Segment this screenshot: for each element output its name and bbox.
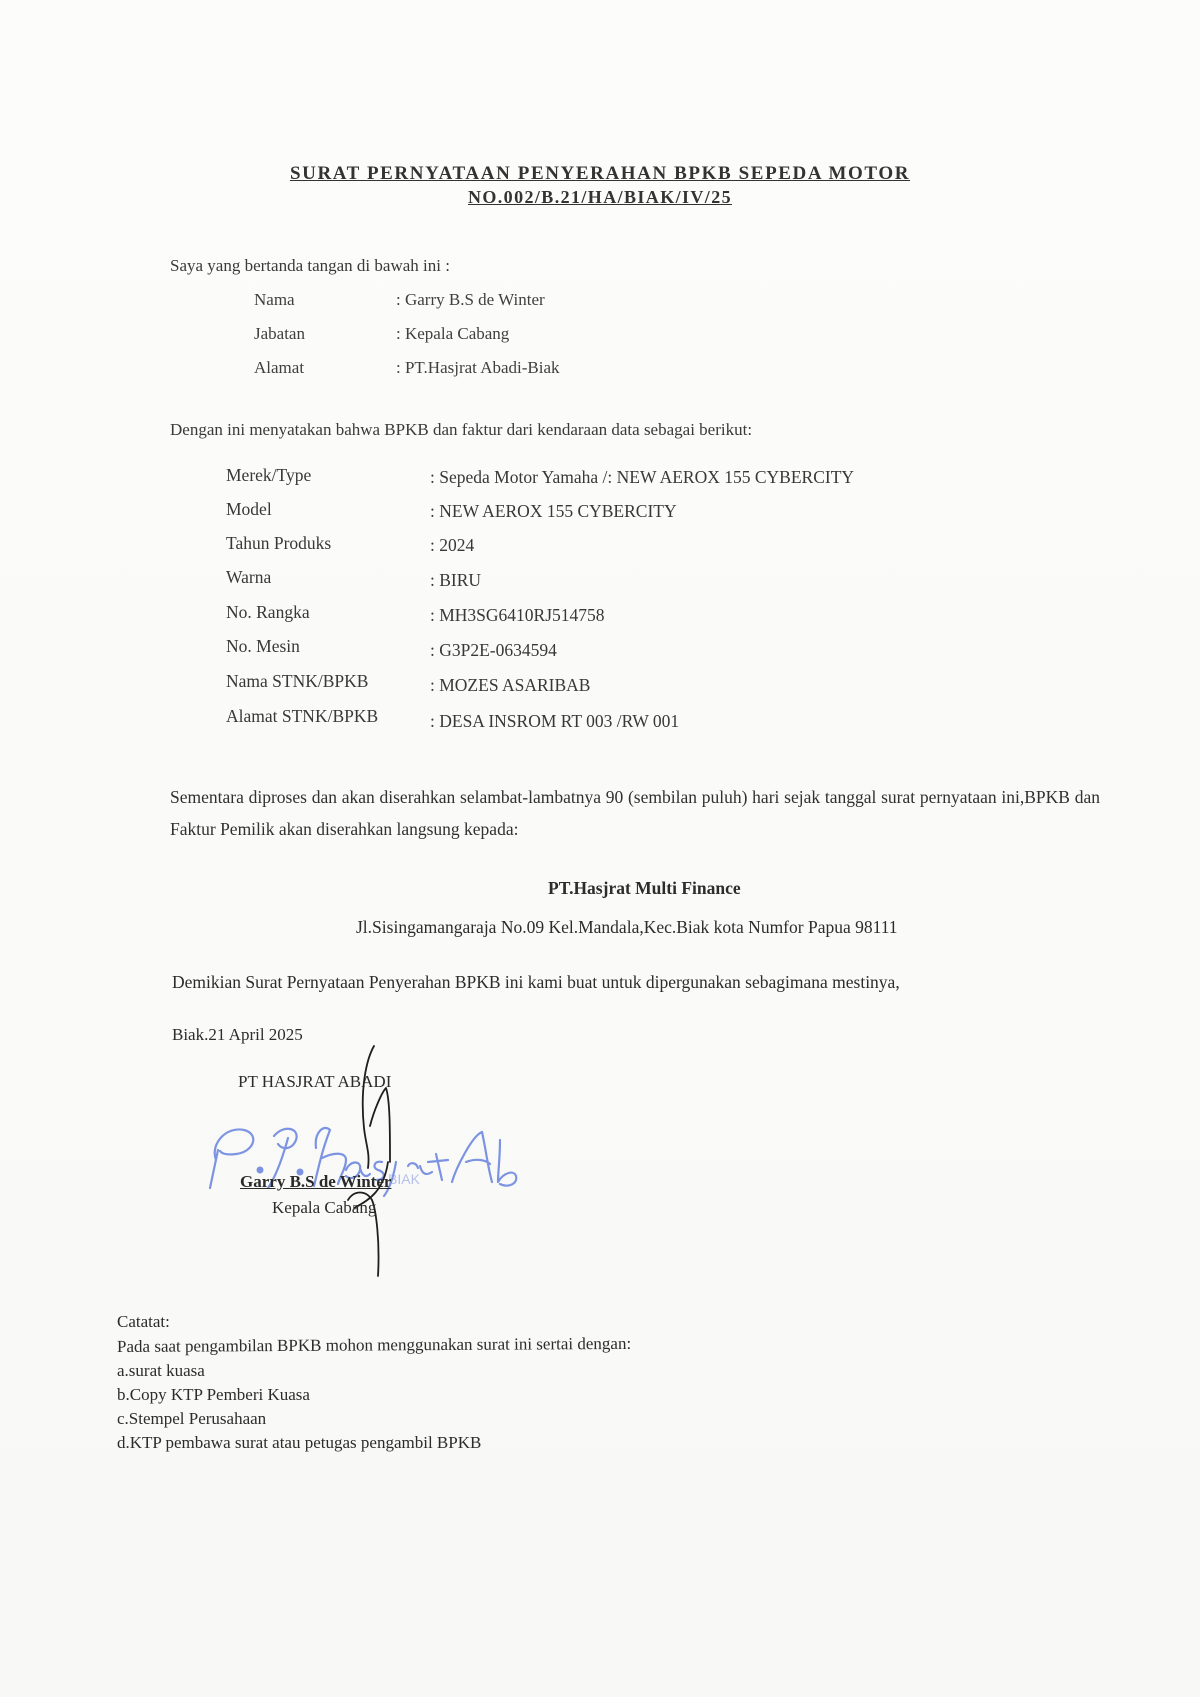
process-paragraph: Sementara diproses dan akan diserahkan selambat-lambatnya 90 (sembilan puluh) hari sejak tanggal surat pernyataan ini,BPKB dan Faktur Pemilik akan diserahkan langsung kepada: bbox=[170, 787, 1100, 839]
signer-address-label: Alamat bbox=[254, 358, 305, 377]
vehicle-color-value: : BIRU bbox=[430, 570, 482, 590]
notes-intro: Pada saat pengambilan BPKB mohon menggunakan surat ini sertai dengan: bbox=[116, 1333, 632, 1356]
signer-address-value: : PT.Hasjrat Abadi-Biak bbox=[396, 358, 560, 377]
vehicle-model-value: : NEW AEROX 155 CYBERCITY bbox=[430, 501, 677, 521]
vehicle-year-value: : 2024 bbox=[430, 535, 475, 555]
notes-item: b.Copy KTP Pemberi Kuasa bbox=[117, 1385, 310, 1404]
vehicle-color-label: Warna bbox=[226, 567, 272, 587]
recipient-name: PT.Hasjrat Multi Finance bbox=[548, 878, 741, 898]
vehicle-owner-label: Nama STNK/BPKB bbox=[226, 671, 369, 691]
signer-position-label: Jabatan bbox=[254, 324, 305, 343]
vehicle-year-label: Tahun Produks bbox=[226, 533, 332, 553]
vehicle-owner-address-value: : DESA INSROM RT 003 /RW 001 bbox=[430, 711, 680, 731]
handwritten-signature bbox=[330, 1040, 420, 1280]
vehicle-frame-value: : MH3SG6410RJ514758 bbox=[430, 605, 605, 625]
signer-name-label: Nama bbox=[254, 290, 295, 309]
signer-name-value: : Garry B.S de Winter bbox=[396, 290, 545, 309]
signer-name: Garry B.S de Winter bbox=[240, 1172, 392, 1191]
stamp-subtext: BIAK bbox=[388, 1171, 420, 1187]
vehicle-owner-address-label: Alamat STNK/BPKB bbox=[226, 706, 379, 726]
notes-heading: Catatat: bbox=[117, 1312, 170, 1331]
notes-item: d.KTP pembawa surat atau petugas pengambil BPKB bbox=[117, 1433, 482, 1452]
recipient-address: Jl.Sisingamangaraja No.09 Kel.Mandala,Kec.Biak kota Numfor Papua 98111 bbox=[356, 917, 898, 937]
notes-item: a.surat kuasa bbox=[117, 1361, 205, 1380]
letter-number: NO.002/B.21/HA/BIAK/IV/25 bbox=[467, 187, 733, 207]
vehicle-engine-value: : G3P2E-0634594 bbox=[430, 640, 557, 660]
vehicle-frame-label: No. Rangka bbox=[226, 602, 310, 622]
statement-text: Dengan ini menyatakan bahwa BPKB dan faktur dari kendaraan data sebagai berikut: bbox=[170, 420, 753, 439]
place-date: Biak.21 April 2025 bbox=[172, 1025, 303, 1044]
signature-company: PT HASJRAT ABADI bbox=[238, 1072, 392, 1091]
closing-text: Demikian Surat Pernyataan Penyerahan BPKB ini kami buat untuk dipergunakan sebagimana mestinya, bbox=[172, 972, 900, 992]
intro-text: Saya yang bertanda tangan di bawah ini : bbox=[170, 256, 450, 275]
vehicle-engine-label: No. Mesin bbox=[226, 636, 300, 656]
signer-position-value: : Kepala Cabang bbox=[396, 324, 510, 343]
signer-title: Kepala Cabang bbox=[272, 1198, 377, 1217]
letter-title: SURAT PERNYATAAN PENYERAHAN BPKB SEPEDA MOTOR bbox=[289, 163, 911, 184]
vehicle-model-label: Model bbox=[226, 499, 272, 519]
vehicle-owner-value: : MOZES ASARIBAB bbox=[430, 675, 591, 695]
vehicle-brand-value: : Sepeda Motor Yamaha /: NEW AEROX 155 CYBERCITY bbox=[430, 467, 855, 487]
vehicle-brand-label: Merek/Type bbox=[226, 465, 312, 485]
notes-item: c.Stempel Perusahaan bbox=[117, 1409, 267, 1428]
